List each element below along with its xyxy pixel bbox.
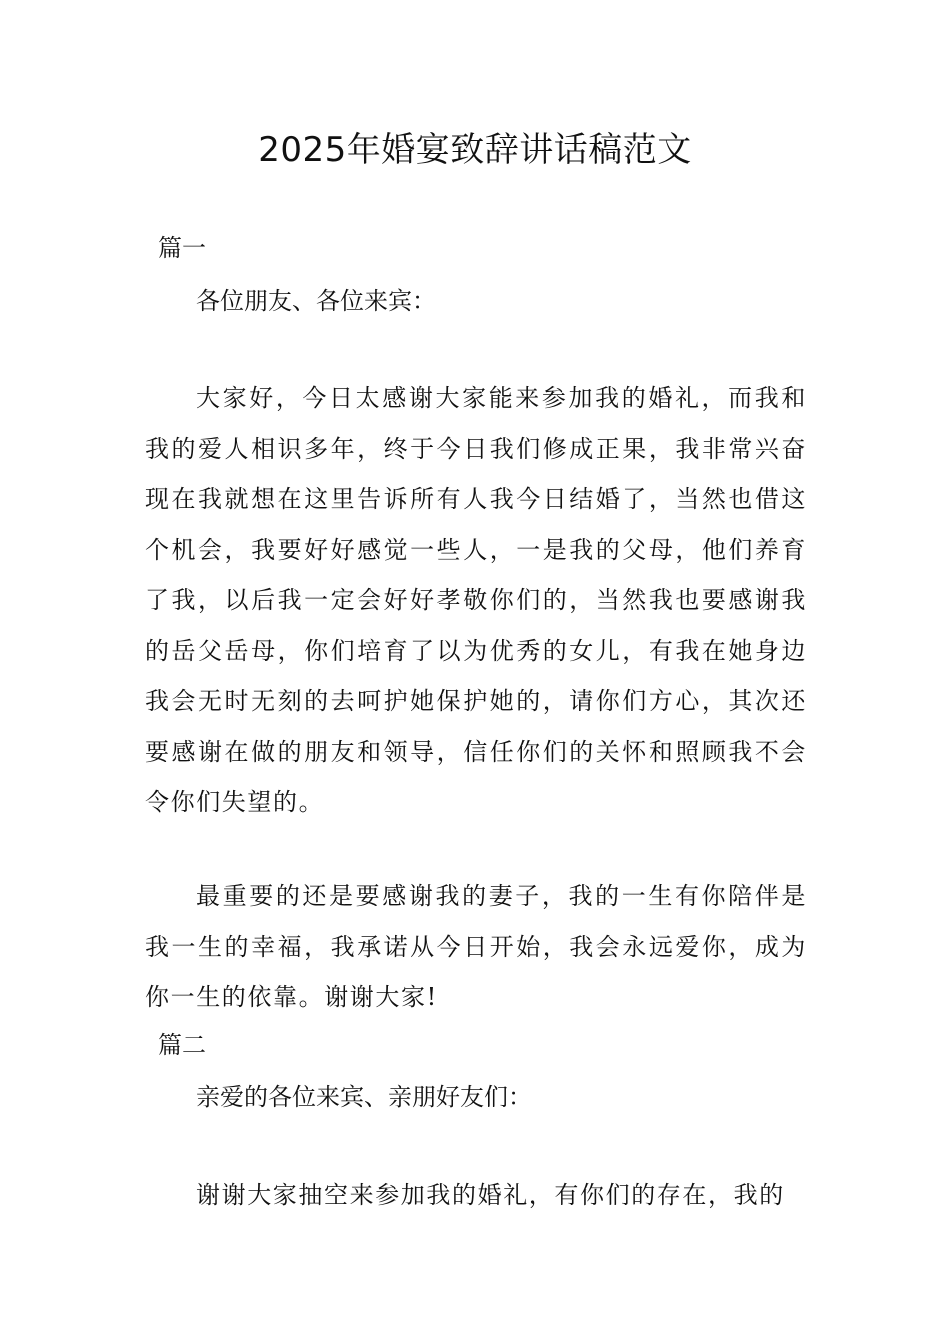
section-label-1: 篇一 [158,234,206,262]
salutation-2: 亲爱的各位来宾、亲朋好友们： [196,1083,532,1111]
salutation-1: 各位朋友、各位来宾： [196,287,436,315]
document-title: 2025年婚宴致辞讲话稿范文 [258,130,692,170]
paragraph-1: 大家好，今日太感谢大家能来参加我的婚礼，而我和我的爱人相识多年，终于今日我们修成正果，我非常兴奋现在我就想在这里告诉所有人我今日结婚了，当然也借这个机会，我要好好感觉一些人，一是我的父母，他们养育了我，以后我一定会好好孝敬你们的，当然我也要感谢我的岳父岳母，你们培育了以为优秀的女儿，有我在她身边我会无时无刻的去呵护她保护她的，请你们方心，其次还要感谢在做的朋友和领导，信任你们的关怀和照顾我不会令你们失望的。 [145,384,807,816]
paragraph-3: 谢谢大家抽空来参加我的婚礼，有你们的存在，我的 [196,1181,785,1209]
paragraph-2: 最重要的还是要感谢我的妻子，我的一生有你陪伴是我一生的幸福，我承诺从今日开始，我会永远爱你，成为你一生的依靠。谢谢大家! [145,882,807,1011]
section-label-2: 篇二 [158,1031,206,1059]
